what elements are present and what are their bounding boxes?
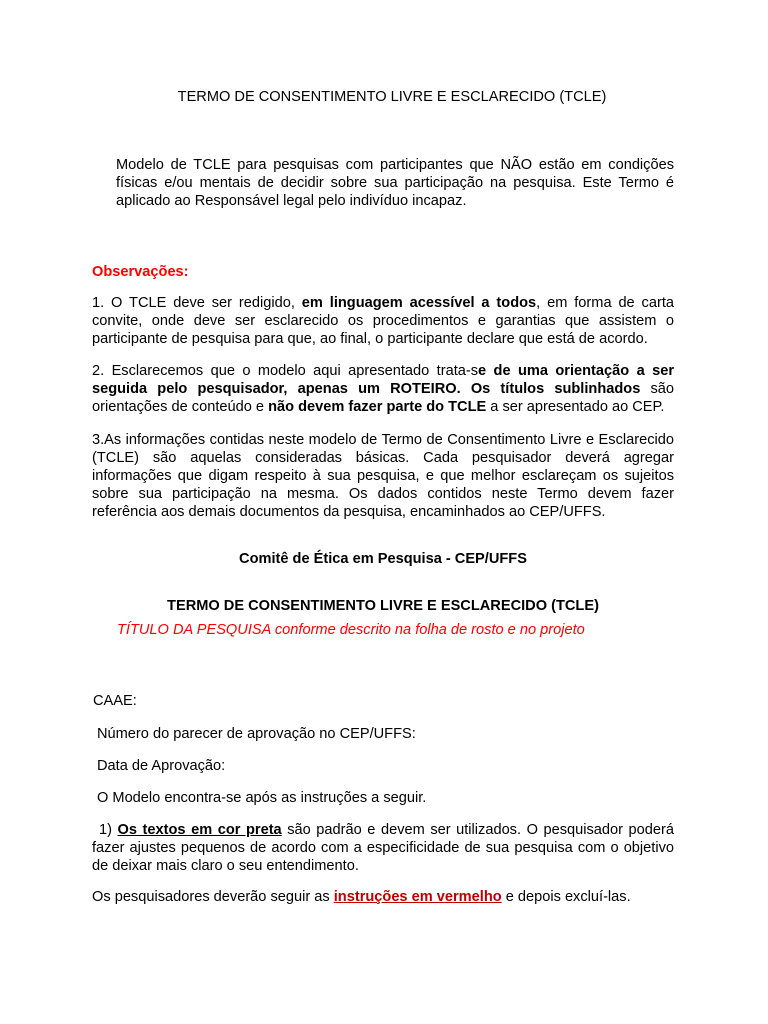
intro-paragraph: Modelo de TCLE para pesquisas com participantes que NÃO estão em condições físicas e/ou mentais de decidir sobre sua participação na pesquisa. Este Termo é aplicado ao Responsável legal pelo indivíduo incapaz.: [116, 157, 674, 209]
observation-item-3: 3.As informações contidas neste modelo de Termo de Consentimento Livre e Esclarecido (TCLE) são aquelas consideradas básicas. Cada pesquisador deverá agregar informações que digam respeito à sua pesquisa, e que melhor esclareçam os sujeitos sobre sua participação na mesma. Os dados contidos neste Termo devem fazer referência aos demais documentos da pesquisa, encaminhados ao CEP/UFFS.: [92, 432, 674, 520]
instruction-2-text-a: Os pesquisadores deverão seguir as: [92, 889, 334, 905]
data-aprovacao-field: Data de Aprovação:: [97, 758, 226, 774]
committee-heading: [92, 550, 674, 568]
instruction-2-text-c: e depois excluí-las.: [501, 889, 631, 905]
research-title-rest: conforme descrito na folha de rosto e no projeto: [270, 622, 585, 638]
tcle-title-text: TERMO DE CONSENTIMENTO LIVRE E ESCLARECIDO (TCLE): [167, 598, 599, 614]
observation-2-bold-a: e de uma orientação a ser seguida pelo pesquisador, apenas um ROTEIRO. Os títulos sublinhados: [92, 363, 675, 397]
instruction-2: [92, 888, 631, 906]
observacoes-heading-text: Observações:: [92, 264, 189, 280]
instruction-1: [92, 821, 674, 875]
instruction-1-underlined: Os textos em cor preta: [117, 822, 282, 838]
observation-1-text-c: , em forma de carta convite, onde deve ser esclarecido os procedimentos e garantias que assistem o participante de pesquisa para que, ao final, o participante declare que está de acordo.: [92, 295, 675, 347]
observation-1-bold: em linguagem acessível a todos: [301, 295, 537, 311]
observation-1-text-a: 1. O TCLE deve ser redigido,: [92, 295, 302, 311]
parecer-field: Número do parecer de aprovação no CEP/UFFS:: [97, 726, 416, 742]
observation-item-2: [92, 362, 674, 416]
modelo-note: O Modelo encontra-se após as instruções a seguir.: [97, 790, 427, 806]
observation-2-text-e: a ser apresentado ao CEP.: [486, 399, 665, 415]
document-title: TERMO DE CONSENTIMENTO LIVRE E ESCLARECIDO (TCLE): [177, 89, 607, 105]
observation-2-bold-d: não devem fazer parte do TCLE: [268, 399, 487, 415]
observation-2-text-a: 2. Esclarecemos que o modelo aqui apresentado trata-s: [92, 363, 479, 379]
instruction-1-number: 1): [99, 822, 118, 838]
tcle-title: [92, 597, 674, 615]
caae-field: CAAE:: [93, 693, 137, 709]
instruction-2-red-underlined: instruções em vermelho: [333, 889, 502, 905]
observacoes-heading: [92, 263, 189, 281]
research-title: [117, 621, 585, 639]
observation-2-text-c: são orientações de conteúdo e: [92, 381, 674, 415]
instruction-1-text: são padrão e devem ser utilizados. O pesquisador poderá fazer ajustes pequenos de acordo com a especificidade de sua pesquisa com o objetivo de deixar mais claro o seu entendimento.: [92, 822, 674, 874]
observation-item-1: [92, 294, 674, 348]
research-title-italic: TÍTULO DA PESQUISA: [117, 622, 271, 638]
committee-heading-text: Comitê de Ética em Pesquisa - CEP/UFFS: [239, 551, 527, 567]
